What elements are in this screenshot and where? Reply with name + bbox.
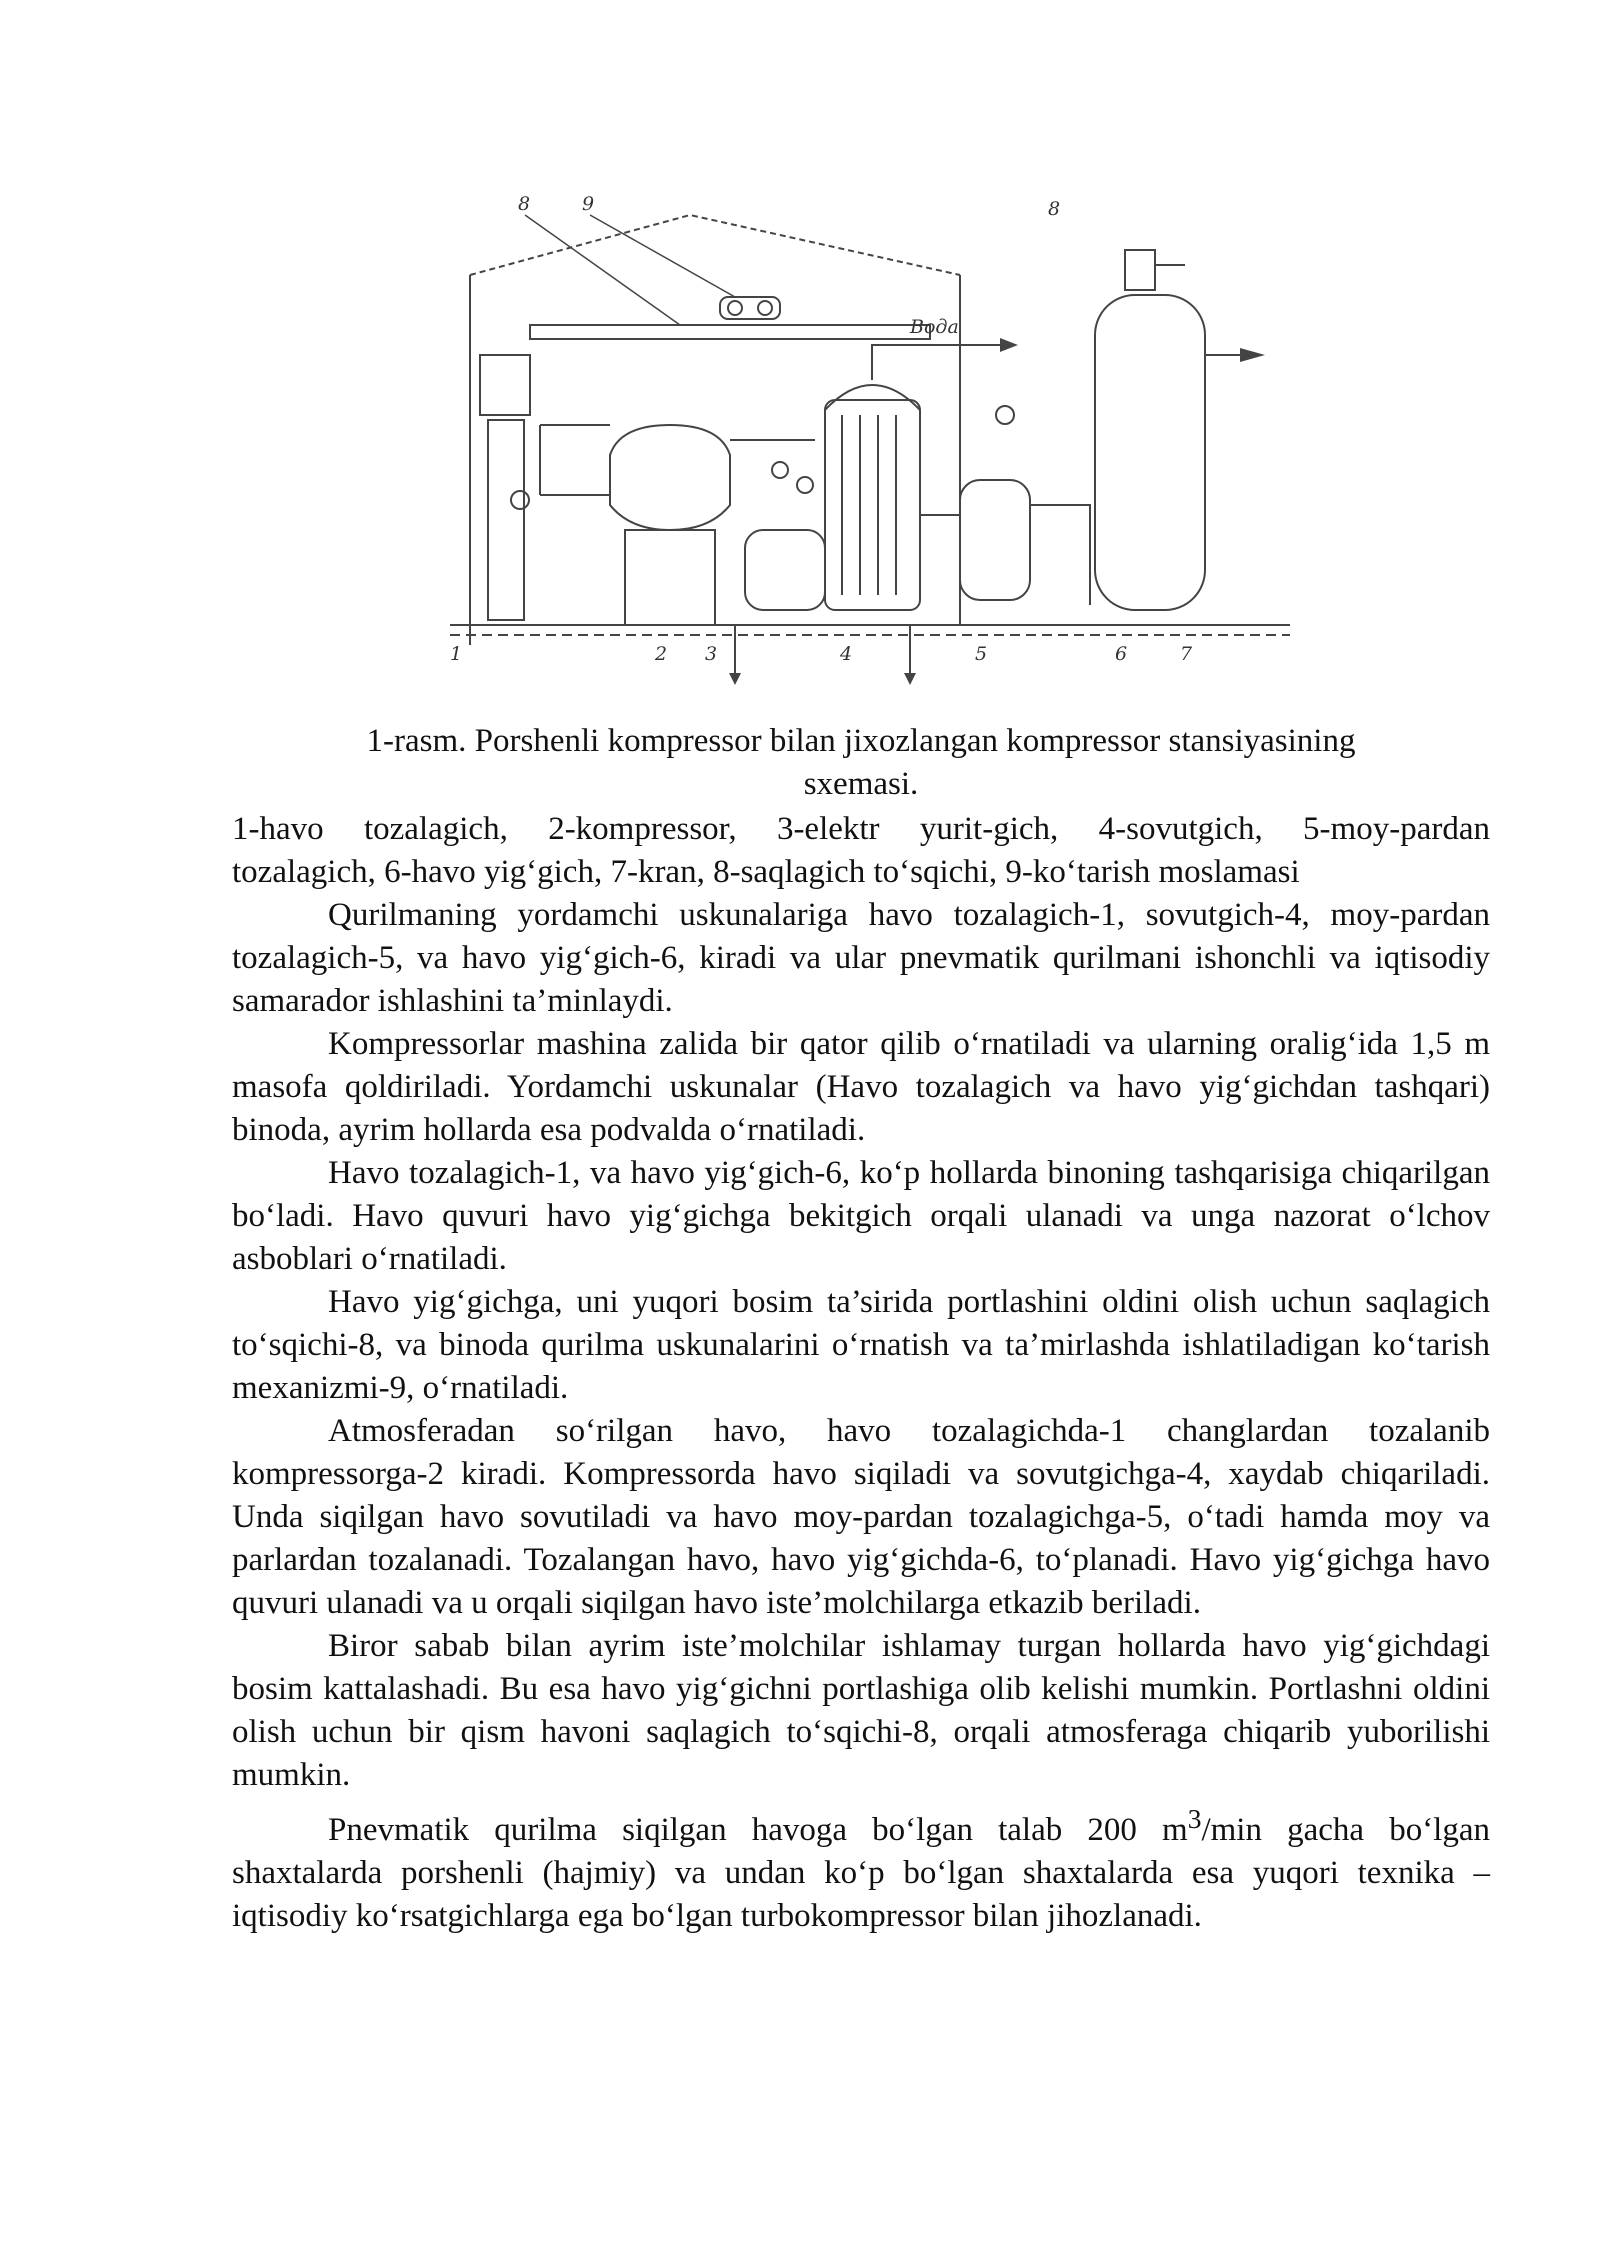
paragraph-2: Kompressorlar mashina zalida bir qator qilib o‘rnatiladi va ularning oralig‘ida 1,5 m masofa qoldiriladi. Yordamchi uskunalar (Havo tozalagich va havo yig‘gichdan tashqari) binoda, ayrim hollarda esa podvalda o‘rnatiladi. bbox=[232, 1026, 1490, 1148]
body-text bbox=[232, 894, 1490, 1938]
label-7: 7 bbox=[1180, 643, 1193, 665]
paragraph-5: Atmosferadan so‘rilgan havo, havo tozalagichda-1 changlardan tozalanib kompressorga-2 kiradi. Kompressorda havo siqiladi va sovutgichga-4, xaydab chiqariladi. Unda siqilgan havo sovutiladi va havo moy-pardan tozalagichga-5, o‘tadi hamda moy va parlardan tozalanadi. Tozalangan havo, havo yig‘gichda-6, to‘planadi. Havo yig‘gichga havo quvuri ulanadi va u orqali siqilgan havo iste’molchilarga etkazib beriladi. bbox=[232, 1413, 1490, 1621]
label-3: 3 bbox=[705, 643, 718, 665]
caption-line-2: sxemasi. bbox=[803, 766, 919, 802]
air-filter-shape bbox=[480, 355, 530, 415]
outlet-arrow bbox=[1240, 348, 1265, 362]
paragraph-3: Havo tozalagich-1, va havo yig‘gich-6, ko‘p hollarda binoning tashqarisiga chiqarilgan bo‘ladi. Havo quvuri havo yig‘gichga bekitgich orqali ulanadi va unga nazorat o‘lchov asboblari o‘rnatiladi. bbox=[232, 1155, 1490, 1277]
cooler-shape bbox=[825, 400, 920, 610]
diagram-svg bbox=[440, 185, 1310, 690]
legend-line-1: 1-havo tozalagich, 2-kompressor, 3-elektr yurit-gich, 4-sovutgich, 5-moy-pardan bbox=[232, 811, 1490, 847]
paragraph-6: Biror sabab bilan ayrim iste’molchilar ishlamay turgan hollarda havo yig‘gichdagi bosim kattalashadi. Bu esa havo yig‘gichni portlashiga olib kelishi mumkin. Portlashni oldini olish uchun bir qism havoni saqlagich to‘sqichi-8, orqali atmosferaga chiqarib yuborilishi mumkin. bbox=[232, 1628, 1490, 1793]
water-label: Вода bbox=[910, 316, 959, 338]
label-5: 5 bbox=[975, 643, 988, 665]
paragraph-7 bbox=[232, 1797, 1490, 1938]
receiver-shape bbox=[1095, 295, 1205, 610]
compressor-shape bbox=[610, 425, 730, 530]
label-1: 1 bbox=[450, 643, 463, 665]
cubic-superscript: 3 bbox=[1187, 1803, 1202, 1834]
caption-line-1: 1-rasm. Porshenli kompressor bilan jixozlangan kompressor stansiyasining bbox=[366, 723, 1356, 759]
label-9: 9 bbox=[582, 193, 595, 215]
building-roof bbox=[470, 215, 960, 275]
paragraph-1: Qurilmaning yordamchi uskunalariga havo tozalagich-1, sovutgich-4, moy-pardan tozalagich-5, va havo yig‘gich-6, kiradi va ular pnevmatik qurilmani ishonchli va iqtisodiy samarador ishlashini ta’minlaydi. bbox=[232, 897, 1490, 1019]
paragraph-4: Havo yig‘gichga, uni yuqori bosim ta’sirida portlashini oldini olish uchun saqlagich to‘sqichi-8, va binoda qurilma uskunalarini o‘rnatish va ta’mirlashda ishlatiladigan ko‘tarish mexanizmi-9, o‘rnatiladi. bbox=[232, 1284, 1490, 1406]
water-arrow bbox=[1000, 338, 1018, 352]
paragraph-7-text-a: Pnevmatik qurilma siqilgan havoga bo‘lgan talab 200 m bbox=[328, 1812, 1188, 1848]
label-6: 6 bbox=[1115, 643, 1128, 665]
legend-line-2: tozalagich, 6-havo yig‘gich, 7-kran, 8-saqlagich to‘sqichi, 9-ko‘tarish moslamasi bbox=[232, 854, 1300, 890]
figure-caption bbox=[232, 720, 1490, 806]
crane-beam bbox=[530, 325, 930, 339]
label-2: 2 bbox=[655, 643, 668, 665]
compressor-station-diagram bbox=[440, 185, 1310, 690]
label-4: 4 bbox=[840, 643, 853, 665]
label-8-right: 8 bbox=[1048, 198, 1061, 220]
paragraph-7-text-b: /min gacha bo‘lgan shaxtalarda porshenli (hajmiy) va undan ko‘p bo‘lgan shaxtalarda esa yuqori texnika – iqtisodiy ko‘rsatgichlarga ega bo‘lgan turbokompressor bilan jihozlanadi. bbox=[232, 1812, 1490, 1934]
label-8-left: 8 bbox=[518, 193, 531, 215]
figure-legend bbox=[232, 808, 1490, 894]
motor-shape bbox=[745, 530, 825, 610]
separator-shape bbox=[960, 480, 1030, 600]
